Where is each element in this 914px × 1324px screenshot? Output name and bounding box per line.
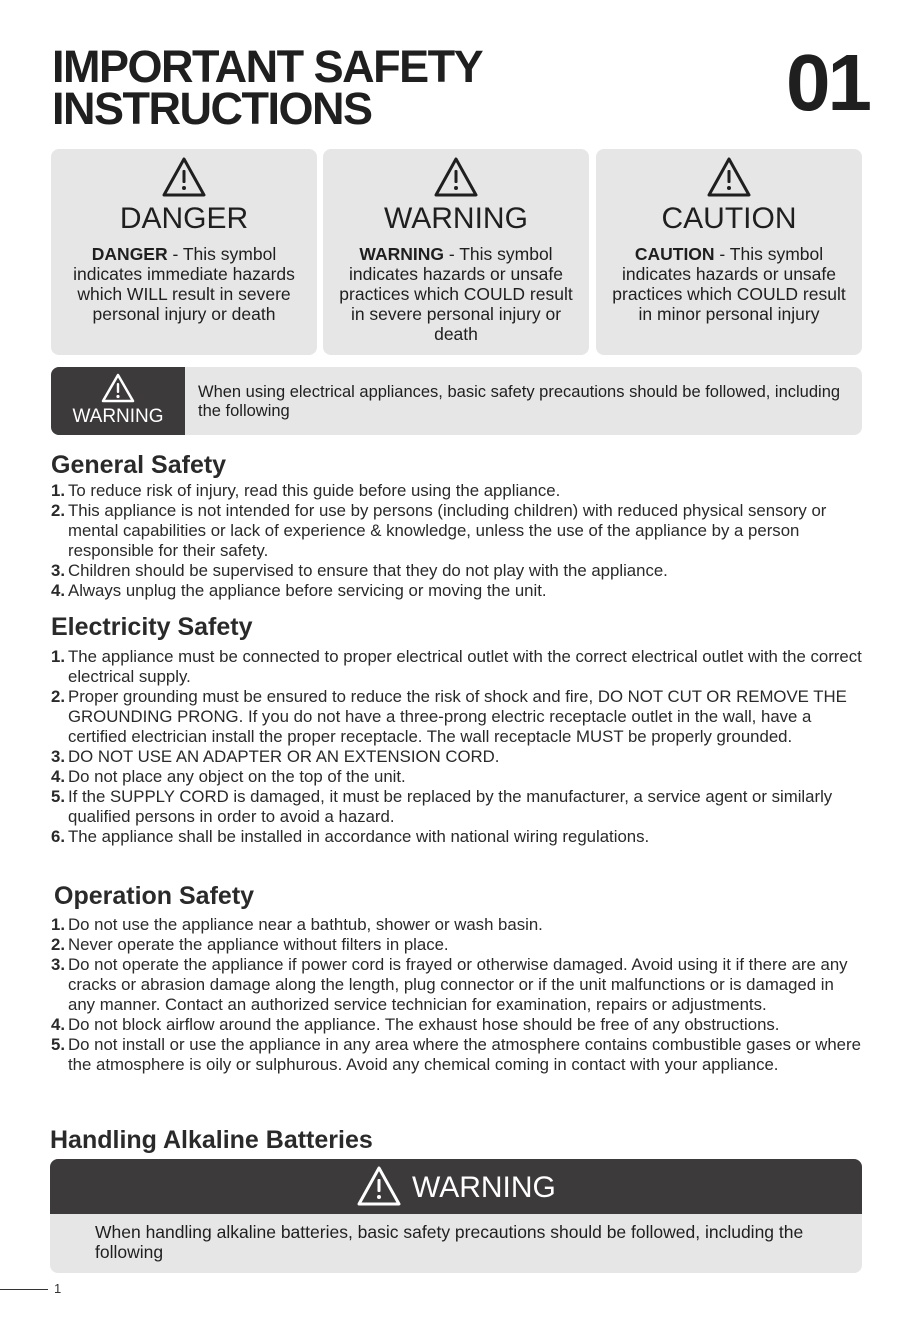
warning-badge [51, 367, 185, 435]
caution-title: CAUTION [661, 202, 797, 235]
list-item: 4. Do not block airflow around the appliance. The exhaust hose should be free of any obstructions. [51, 1015, 780, 1034]
warning-triangle-icon [433, 155, 479, 199]
operation-safety-list [51, 915, 863, 1075]
list-item: 5. If the SUPPLY CORD is damaged, it must be replaced by the manufacturer, a service agent or similarly qualified persons in order to avoid a hazard. [51, 787, 833, 826]
electricity-safety-heading: Electricity Safety [51, 613, 253, 641]
list-item: 4. Do not place any object on the top of the unit. [51, 767, 406, 786]
list-item: 1. To reduce risk of injury, read this guide before using the appliance. [51, 481, 561, 500]
list-item: 3. Do not operate the appliance if power cord is frayed or otherwise damaged. Avoid using it if there are any cracks or abrasion damage along the length, plug connector or if the unit malfunctions or is damaged in any manner. Contact an authorized service technician for examination, repairs or adjustments. [51, 955, 848, 1014]
list-item: 4. Always unplug the appliance before servicing or moving the unit. [51, 581, 547, 600]
warning-title: WARNING [384, 202, 528, 235]
danger-card [51, 149, 317, 355]
warning-triangle-icon [355, 1164, 403, 1208]
list-item: 2. This appliance is not intended for use by persons (including children) with reduced physical sensory or mental capabilities or lack of experience & knowledge, unless the use of the appliance by a person responsible for their safety. [51, 501, 827, 560]
warning-triangle-icon [161, 155, 207, 199]
electricity-safety-list [51, 647, 863, 847]
footer-divider [0, 1289, 48, 1290]
warning-banner-text: When using electrical appliances, basic safety precautions should be followed, including the following [198, 383, 841, 420]
danger-description: DANGER - This symbol indicates immediate hazards which WILL result in severe personal injury or death [73, 244, 295, 324]
chapter-number: 01 [786, 38, 869, 127]
list-item: 6. The appliance shall be installed in accordance with national wiring regulations. [51, 827, 650, 846]
warning-description: WARNING - This symbol indicates hazards or unsafe practices which COULD result in severe personal injury or death [339, 244, 573, 344]
list-item: 2. Never operate the appliance without filters in place. [51, 935, 449, 954]
general-safety-heading: General Safety [51, 451, 227, 479]
footer-page-number: 1 [54, 1281, 62, 1296]
electrical-warning-banner [51, 367, 862, 435]
page-title [52, 41, 483, 134]
list-item: 1. Do not use the appliance near a bathtub, shower or wash basin. [51, 915, 543, 934]
batteries-warning-header [50, 1159, 862, 1214]
warning-triangle-icon [100, 372, 136, 404]
warning-card [323, 149, 589, 355]
danger-title: DANGER [119, 202, 249, 235]
caution-card [596, 149, 862, 355]
list-item: 1. The appliance must be connected to proper electrical outlet with the correct electrical outlet with the correct electrical supply. [51, 647, 862, 686]
batteries-heading: Handling Alkaline Batteries [50, 1126, 373, 1154]
caution-description: CAUTION - This symbol indicates hazards or unsafe practices which COULD result in minor personal injury [612, 244, 846, 324]
operation-safety-heading: Operation Safety [54, 882, 255, 910]
list-item: 3. Children should be supervised to ensure that they do not play with the appliance. [51, 561, 668, 580]
general-safety-list [51, 481, 841, 601]
list-item: 3. DO NOT USE AN ADAPTER OR AN EXTENSION CORD. [51, 747, 500, 766]
hazard-cards [51, 149, 862, 355]
list-item: 2. Proper grounding must be ensured to reduce the risk of shock and fire, DO NOT CUT OR REMOVE THE GROUNDING PRONG. If you do not have a three-prong electric receptacle outlet in the wall, have a certified electrician install the proper receptacle. The wall receptacle MUST be properly grounded. [51, 687, 847, 746]
list-item: 5. Do not install or use the appliance in any area where the atmosphere contains combustible gases or where the atmosphere is oily or sulphurous. Avoid any chemical coming in contact with your appliance. [51, 1035, 861, 1074]
page-title-line1: IMPORTANT SAFETY [52, 41, 483, 92]
batteries-warning-label: WARNING [412, 1171, 556, 1204]
batteries-warning-text: When handling alkaline batteries, basic safety precautions should be followed, including the following [95, 1222, 804, 1262]
warning-badge-label: WARNING [72, 406, 164, 427]
page-title-line2: INSTRUCTIONS [52, 83, 372, 134]
batteries-warning-box [50, 1159, 862, 1273]
warning-triangle-icon [706, 155, 752, 199]
